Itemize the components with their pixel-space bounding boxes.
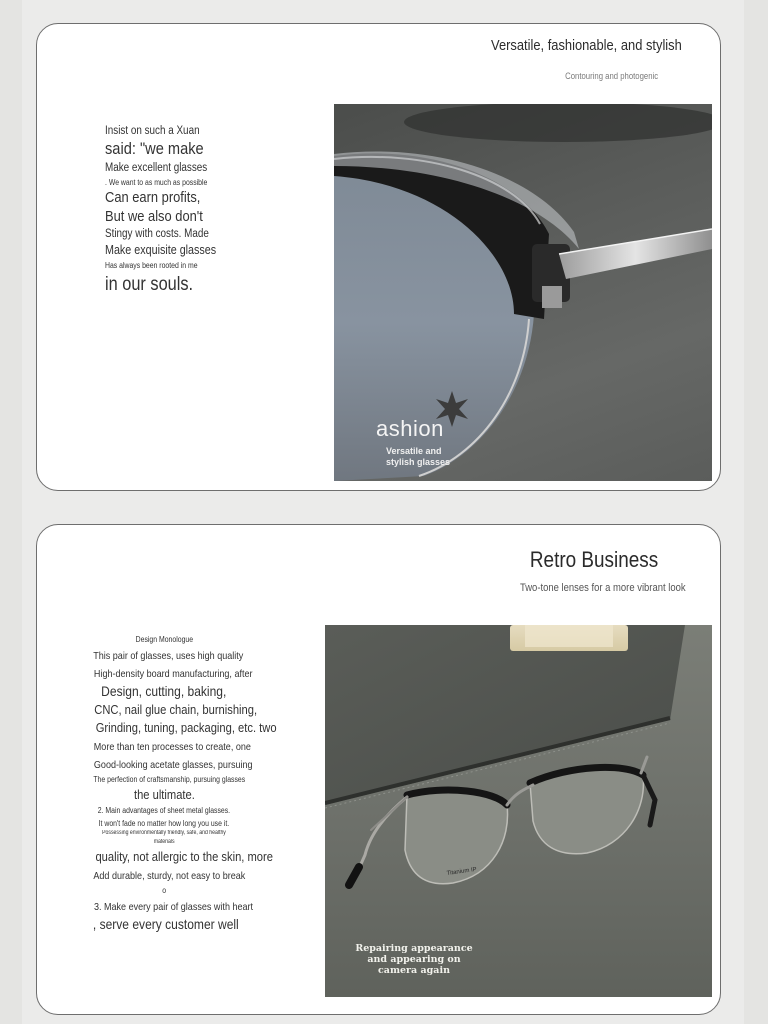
feature-card-retro-business (36, 524, 721, 1015)
product-photo-closeup (334, 104, 712, 481)
statement-line: Make exquisite glasses (105, 243, 217, 257)
statement-line: Has always been rooted in me (105, 261, 198, 270)
temple-marking: Titanium IP (446, 866, 478, 877)
monologue-line: materials (153, 839, 175, 845)
feature-card-versatile (36, 23, 721, 491)
monologue-line: , serve every customer well (92, 916, 239, 932)
monologue-line: the ultimate. (133, 787, 195, 802)
monologue-line: Grinding, tuning, packaging, etc. two (95, 720, 277, 735)
product-detail-page (22, 0, 744, 1024)
product-photo-slate (325, 625, 712, 997)
monologue-line: Design, cutting, baking, (101, 683, 227, 699)
statement-line: Stingy with costs. Made (105, 228, 209, 240)
glasses-on-slate-illustration (325, 625, 712, 997)
monologue-line: Add durable, sturdy, not easy to break (93, 870, 246, 882)
statement-line: . We want to as much as possible (105, 178, 208, 187)
monologue-line: CNC, nail glue chain, burnishing, (94, 702, 258, 717)
photo-caption: Repairing appearance and appearing on camera again (355, 943, 473, 976)
card-title: Retro Business (529, 547, 658, 572)
statement-line: But we also don't (105, 208, 203, 225)
monologue-line: o (162, 886, 166, 895)
card-subtitle: Contouring and photogenic (565, 71, 658, 81)
statement-line: in our souls. (105, 274, 194, 295)
design-monologue (81, 631, 277, 932)
monologue-line: It won't fade no matter how long you use it. (98, 819, 230, 828)
photo-overlay-line2: stylish glasses (386, 457, 451, 467)
card-title: Versatile, fashionable, and stylish (491, 37, 682, 54)
monologue-line: This pair of glasses, uses high quality (93, 650, 244, 662)
monologue-line: Possessing environmentally friendly, safe, and healthy (102, 830, 226, 836)
statement-line: said: "we make (105, 139, 204, 158)
monologue-line: quality, not allergic to the skin, more (95, 849, 273, 864)
monologue-line: 2. Main advantages of sheet metal glasses. (97, 806, 231, 815)
statement-line: Can earn profits, (105, 189, 201, 206)
statement-line: Make excellent glasses (105, 162, 208, 174)
monologue-line: Design Monologue (135, 635, 193, 644)
monologue-line: More than ten processes to create, one (93, 741, 251, 753)
brand-statement (105, 122, 234, 296)
monologue-line: High-density board manufacturing, after (93, 668, 253, 680)
monologue-line: Good-looking acetate glasses, pursuing (93, 759, 253, 771)
monologue-line: The perfection of craftsmanship, pursuing glasses (93, 775, 246, 784)
statement-line: Insist on such a Xuan (105, 125, 200, 137)
photo-overlay-title: ashion (376, 416, 444, 441)
photo-overlay-line1: Versatile and (386, 446, 442, 456)
monologue-line: 3. Make every pair of glasses with heart (93, 901, 254, 913)
card-subtitle: Two-tone lenses for a more vibrant look (520, 582, 686, 594)
